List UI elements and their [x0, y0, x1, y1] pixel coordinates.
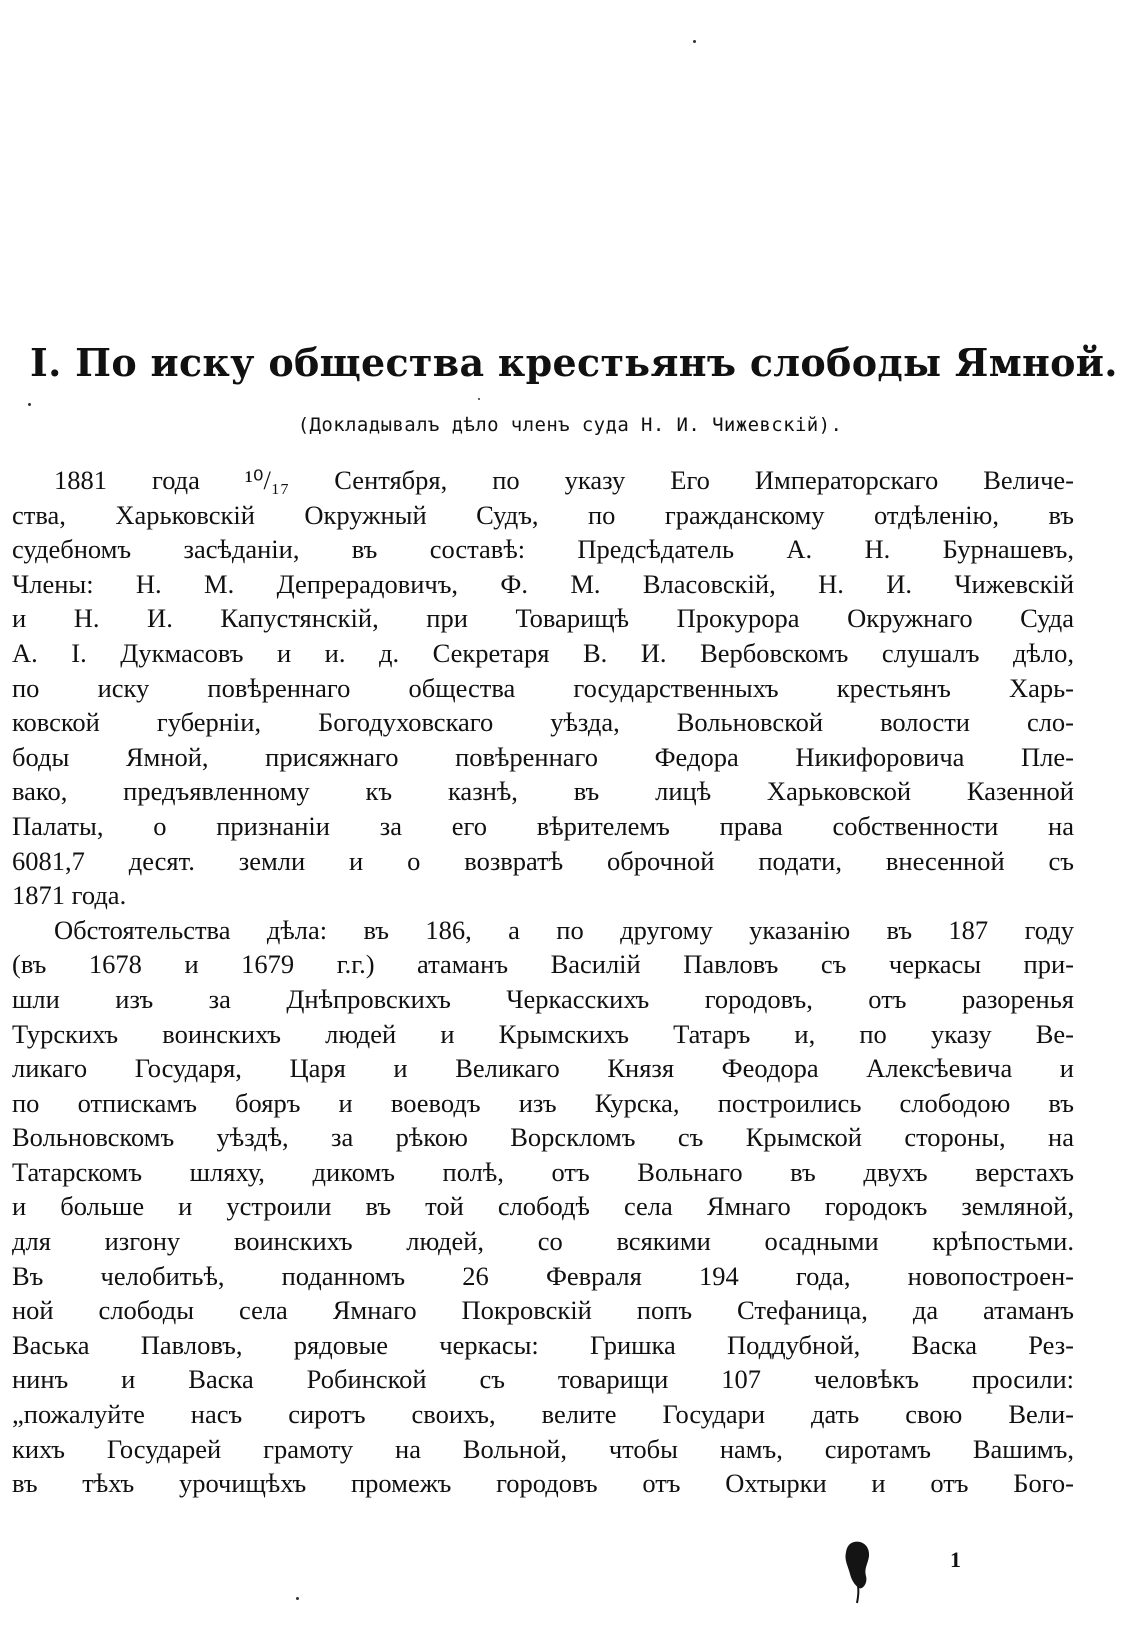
text-line: Татарскомъ шляху, дикомъ полѣ, отъ Вольнаго въ двухъ верстахъ	[12, 1156, 1074, 1187]
text-line: и Н. И. Капустянскій, при Товарищѣ Прокурора Окружнаго Суда	[12, 603, 1074, 634]
text-line: 1881 года ¹⁰/₁₇ Сентября, по указу Его Императорскаго Величе-	[54, 465, 1074, 495]
text-line: по отпискамъ бояръ и воеводъ изъ Курска, построились слободою въ	[12, 1087, 1074, 1118]
body-text	[12, 463, 1074, 1501]
ink-blot	[842, 1540, 872, 1604]
text-line: Палаты, о признаніи за его вѣрителемъ права собственности на	[12, 810, 1074, 841]
text-line: Члены: Н. М. Депрерадовичъ, Ф. М. Власовскій, Н. И. Чижевскій	[12, 568, 1074, 599]
reporter-note: (Докладывалъ дѣло членъ суда Н. И. Чижевскій).	[297, 414, 843, 436]
text-line: въ тѣхъ урочищѣхъ промежъ городовъ отъ Охтырки и отъ Бого-	[12, 1468, 1074, 1499]
text-line: и больше и устроили въ той слободѣ села Ямнаго городокъ земляной,	[12, 1191, 1074, 1222]
text-line: судебномъ засѣданіи, въ составѣ: Предсѣдатель А. Н. Бурнашевъ,	[12, 534, 1074, 565]
text-line: ства, Харьковскій Окружный Судъ, по гражданскому отдѣленію, въ	[12, 499, 1074, 530]
text-line: боды Ямной, присяжнаго повѣреннаго Федора Никифоровича Пле-	[12, 741, 1074, 772]
text-line: Васька Павловъ, рядовые черкасы: Гришка Поддубной, Васка Рез-	[12, 1329, 1074, 1360]
print-speck	[693, 40, 696, 43]
text-line: вако, предъявленному къ казнѣ, въ лицѣ Харьковской Казенной	[12, 776, 1074, 807]
text-line: (въ 1678 и 1679 г.г.) атаманъ Василій Павловъ съ черкасы при-	[12, 949, 1074, 980]
print-speck	[478, 398, 480, 400]
text-line: нинъ и Васка Робинской съ товарищи 107 человѣкъ просили:	[12, 1364, 1074, 1395]
text-line: Вольновскомъ уѣздѣ, за рѣкою Ворскломъ съ Крымской стороны, на	[12, 1122, 1074, 1153]
text-line: „пожалуйте насъ сиротъ своихъ, велите Государи дать свою Вели-	[12, 1399, 1074, 1430]
text-line: А. І. Дукмасовъ и и. д. Секретаря В. И. Вербовскомъ слушалъ дѣло,	[12, 637, 1074, 668]
section-heading: I. По иску общества крестьянъ слободы Ямной.	[30, 340, 1118, 385]
text-line: ликаго Государя, Царя и Великаго Князя Феодора Алексѣевича и	[12, 1053, 1074, 1084]
text-line: шли изъ за Днѣпровскихъ Черкасскихъ городовъ, отъ разоренья	[12, 983, 1074, 1014]
page-number: 1	[950, 1547, 961, 1572]
text-line: Обстоятельства дѣла: въ 186, а по другому указанію въ 187 году	[54, 914, 1074, 945]
text-line: кихъ Государей грамоту на Вольной, чтобы намъ, сиротамъ Вашимъ,	[12, 1433, 1074, 1464]
print-speck	[296, 1597, 299, 1600]
text-line: ной слободы села Ямнаго Покровскій попъ Стефаница, да атаманъ	[12, 1295, 1074, 1326]
text-line: 6081,7 десят. земли и о возвратѣ оброчной подати, внесенной съ	[12, 845, 1074, 876]
text-line: для изгону воинскихъ людей, со всякими осадными крѣпостьми.	[12, 1226, 1074, 1257]
print-speck	[28, 403, 31, 406]
text-line: ковской губерніи, Богодуховскаго уѣзда, Вольновской волости сло-	[12, 707, 1074, 738]
text-line: Въ челобитьѣ, поданномъ 26 Февраля 194 года, новопостроен-	[12, 1260, 1074, 1291]
text-line: по иску повѣреннаго общества государственныхъ крестьянъ Харь-	[12, 672, 1074, 703]
text-line: 1871 года.	[12, 880, 127, 911]
text-line: Турскихъ воинскихъ людей и Крымскихъ Татаръ и, по указу Ве-	[12, 1018, 1074, 1049]
